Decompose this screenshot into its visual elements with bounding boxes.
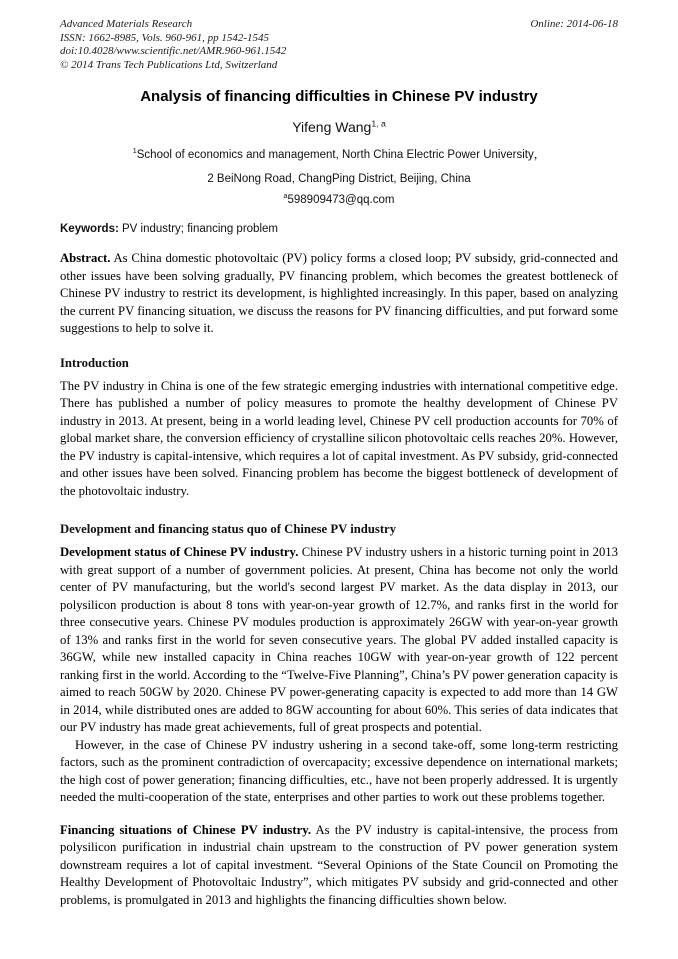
email-line — [60, 193, 618, 207]
abstract-paragraph — [60, 250, 618, 338]
affiliation-superscript: 1 — [132, 147, 137, 156]
author-line — [60, 119, 618, 136]
development-status-text: Chinese PV industry ushers in a historic turning point in 2013 with great support of a number of government policies. At present, China has become not only the world center of PV manufacturing, but the world's second largest PV market. As the data display in 2013, our polysilicon production is about 8 tons with year-on-year growth of 12.7%, and ranks first in the world for three consecutive years. Chinese PV modules production is approximately 26GW with year-on-year growth of 13% and ranks first in the world for seven consecutive years. The global PV added installed capacity is 36GW, while new installed capacity in China reaches 10GW with year-on-year growth of 122 percent ranking first in the world. According to the “Twelve-Five Planning”, China’s PV power generation capacity is aimed to reach 50GW by 2020. Chinese PV power-generating capacity is expected to add more than 14 GW in 2014, while distributed ones are added to 8GW accounting for about 60%. This series of data indicates that our PV industry has made great achievements, full of great prospects and potential. — [60, 545, 618, 734]
development-status-paragraph — [60, 544, 618, 737]
email-address: 598909473@qq.com — [287, 194, 395, 206]
affiliation-line-2: 2 BeiNong Road, ChangPing District, Beijing, China — [207, 173, 471, 185]
journal-title-line: Advanced Materials Research — [60, 18, 193, 30]
financing-situations-lead: Financing situations of Chinese PV industry. — [60, 822, 312, 837]
journal-header — [60, 18, 618, 72]
author-superscript: 1, a — [371, 118, 386, 129]
email-superscript: a — [283, 192, 288, 201]
keywords-value: PV industry; financing problem — [122, 223, 278, 235]
financing-situations-text: As the PV industry is capital-intensive, the process from polysilicon purification in industrial chain upstream to the construction of PV power generation system downstream requires a lot of capital investment. “Several Opinions of the State Council on Promoting the Healthy Development of Photovoltaic Industry”, which mitigates PV subsidy and grid-connected and other problems, is promulgated in 2013 and highlights the financing difficulties shown below. — [60, 822, 618, 907]
second-takeoff-paragraph: However, in the case of Chinese PV industry ushering in a second take-off, some long-term restricting factors, such as the prominent contradiction of overcapacity; excessive dependence on international markets; the high cost of power generation; financing difficulties, etc., have not been properly addressed. It is urgently needed the multi-cooperation of the state, enterprises and other parties to work out these problems together. — [60, 737, 618, 804]
keywords-label: Keywords: — [60, 223, 119, 235]
affiliation-line-1 — [60, 148, 618, 162]
financing-situations-paragraph — [60, 822, 618, 910]
section-heading-introduction: Introduction — [60, 355, 129, 370]
online-date: Online: 2014-06-18 — [530, 18, 618, 30]
author-name: Yifeng Wang — [292, 119, 372, 135]
copyright-line: © 2014 Trans Tech Publications Ltd, Switzerland — [60, 58, 278, 71]
issn-line: ISSN: 1662-8985, Vols. 960-961, pp 1542-1545 — [60, 31, 269, 44]
affiliation-text-1: School of economics and management, North China Electric Power University， — [136, 149, 546, 161]
section-heading-development: Development and financing status quo of Chinese PV industry — [60, 522, 397, 536]
development-status-lead: Development status of Chinese PV industry. — [60, 545, 299, 559]
doi-line: doi:10.4028/www.scientific.net/AMR.960-961.1542 — [60, 45, 287, 57]
abstract-label: Abstract. — [60, 251, 111, 265]
keywords-line — [60, 222, 618, 237]
abstract-text: As China domestic photovoltaic (PV) policy forms a closed loop; PV subsidy, grid-connected and other issues have been solving gradually, PV financing problem, which becomes the greatest bottleneck of Chinese PV industry to restrict its development, is highlighted increasingly. In this paper, based on analyzing the current PV financing situation, we discuss the reasons for PV financing difficulties, and put forward some suggestions to help to solve it. — [60, 251, 618, 335]
paper-title: Analysis of financing difficulties in Chinese PV industry — [140, 88, 538, 105]
journal-info — [60, 18, 286, 72]
introduction-paragraph: The PV industry in China is one of the few strategic emerging industries with international competitive edge. There has published a number of policy measures to promote the healthy development of Chinese PV industry in 2013. At present, being in a world leading level, Chinese PV cell production accounts for 70% of global market share, the conversion efficiency of crystalline silicon photovoltaic cells reaches 20%. However, the PV industry is capital-intensive, which requires a lot of capital investment. As PV subsidy, grid-connected and other issues have been solved. Financing problem has become the biggest bottleneck of development of the photovoltaic industry. — [60, 378, 618, 498]
